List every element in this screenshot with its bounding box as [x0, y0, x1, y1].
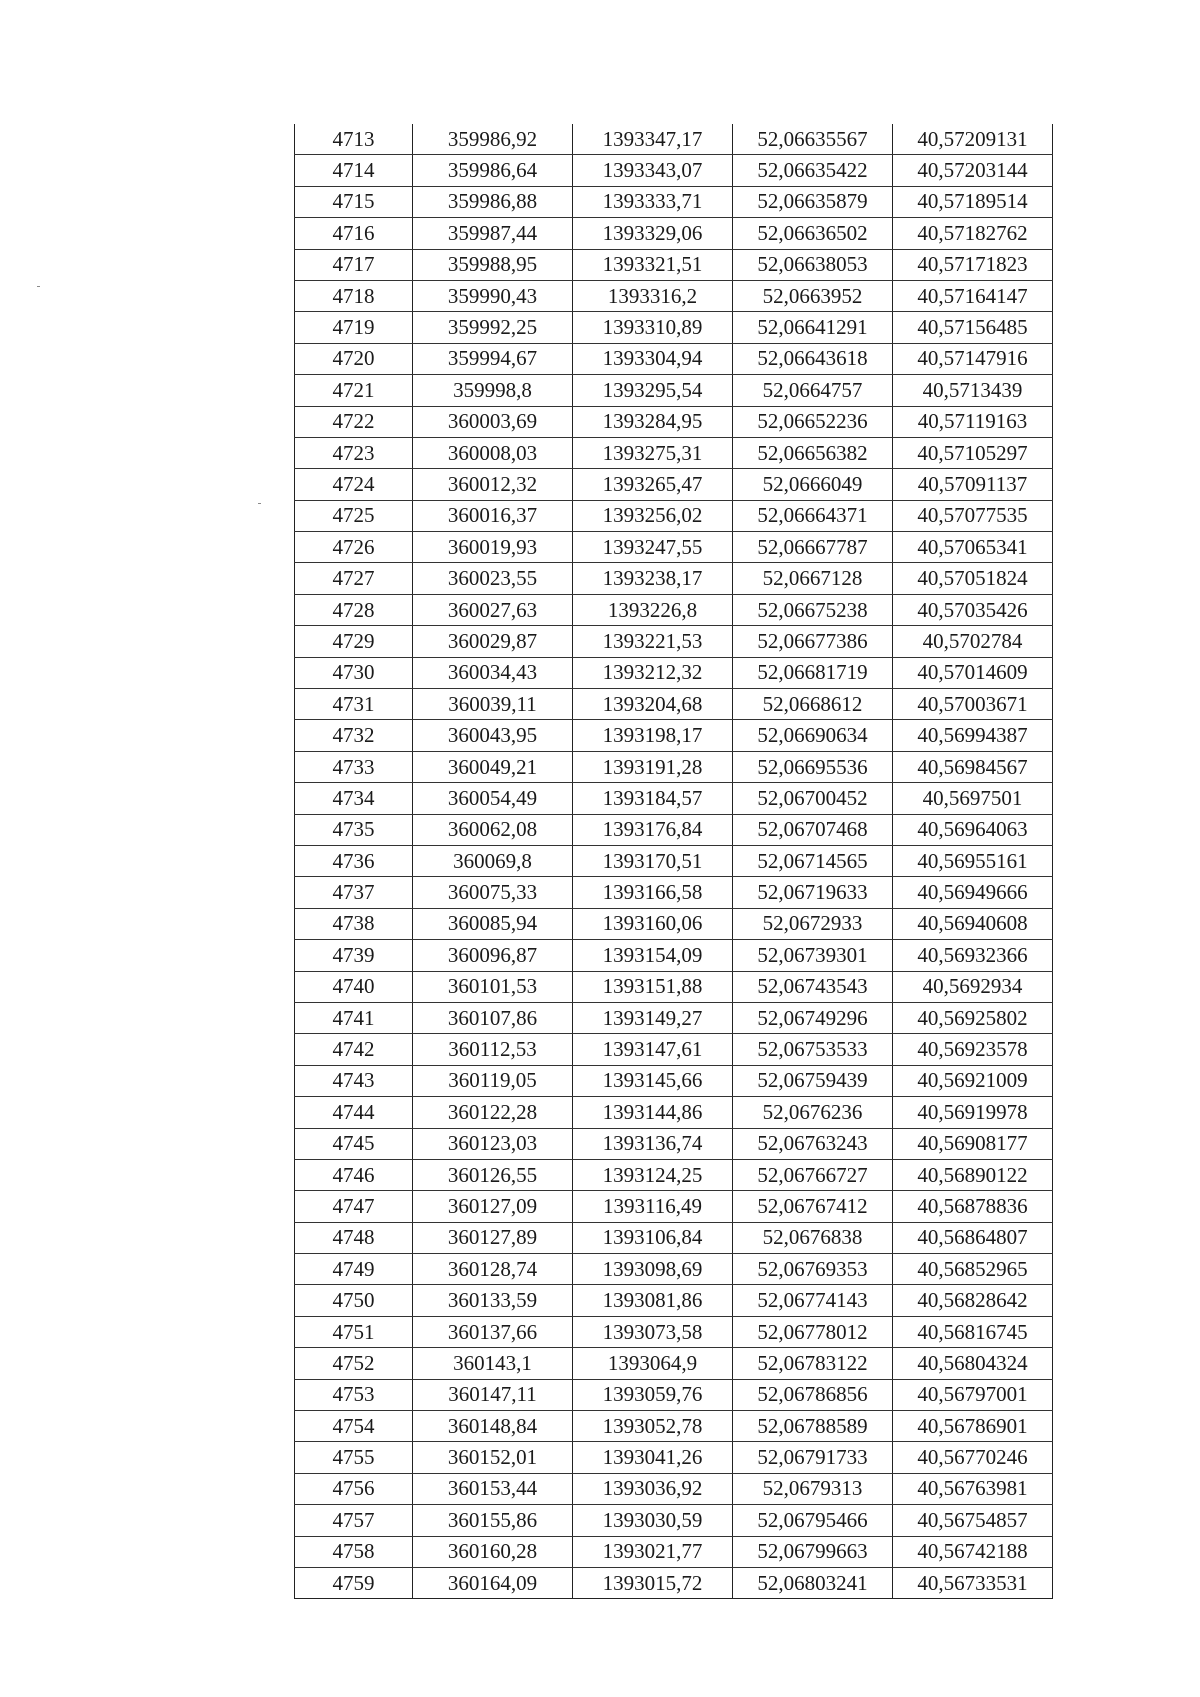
longitude-cell: 40,56754857: [893, 1505, 1053, 1536]
latitude-cell: 52,06783122: [733, 1348, 893, 1379]
latitude-cell: 52,06638053: [733, 249, 893, 280]
point-number-cell: 4717: [295, 249, 413, 280]
table-row: [295, 1505, 1053, 1536]
longitude-cell: 40,56964063: [893, 814, 1053, 845]
table-row: [295, 186, 1053, 217]
latitude-cell: 52,0668612: [733, 689, 893, 720]
longitude-cell: 40,5692934: [893, 971, 1053, 1002]
x-coordinate-cell: 360107,86: [413, 1002, 573, 1033]
x-coordinate-cell: 360034,43: [413, 657, 573, 688]
longitude-cell: 40,56932366: [893, 940, 1053, 971]
table-row: [295, 249, 1053, 280]
point-number-cell: 4727: [295, 563, 413, 594]
longitude-cell: 40,57189514: [893, 186, 1053, 217]
y-coordinate-cell: 1393166,58: [573, 877, 733, 908]
x-coordinate-cell: 360127,89: [413, 1222, 573, 1253]
latitude-cell: 52,0676838: [733, 1222, 893, 1253]
x-coordinate-cell: 360137,66: [413, 1316, 573, 1347]
y-coordinate-cell: 1393030,59: [573, 1505, 733, 1536]
y-coordinate-cell: 1393160,06: [573, 908, 733, 939]
y-coordinate-cell: 1393191,28: [573, 751, 733, 782]
point-number-cell: 4734: [295, 783, 413, 814]
latitude-cell: 52,06700452: [733, 783, 893, 814]
longitude-cell: 40,56742188: [893, 1536, 1053, 1567]
longitude-cell: 40,56940608: [893, 908, 1053, 939]
x-coordinate-cell: 359986,92: [413, 124, 573, 155]
point-number-cell: 4719: [295, 312, 413, 343]
point-number-cell: 4748: [295, 1222, 413, 1253]
table-row: [295, 971, 1053, 1002]
table-row: [295, 814, 1053, 845]
coordinates-table: [294, 124, 1053, 1599]
latitude-cell: 52,06656382: [733, 437, 893, 468]
y-coordinate-cell: 1393021,77: [573, 1536, 733, 1567]
latitude-cell: 52,06739301: [733, 940, 893, 971]
latitude-cell: 52,06759439: [733, 1065, 893, 1096]
longitude-cell: 40,57171823: [893, 249, 1053, 280]
longitude-cell: 40,56921009: [893, 1065, 1053, 1096]
point-number-cell: 4741: [295, 1002, 413, 1033]
x-coordinate-cell: 359992,25: [413, 312, 573, 343]
table-row: [295, 218, 1053, 249]
x-coordinate-cell: 360075,33: [413, 877, 573, 908]
x-coordinate-cell: 360127,09: [413, 1191, 573, 1222]
y-coordinate-cell: 1393204,68: [573, 689, 733, 720]
y-coordinate-cell: 1393333,71: [573, 186, 733, 217]
x-coordinate-cell: 359990,43: [413, 280, 573, 311]
latitude-cell: 52,06707468: [733, 814, 893, 845]
longitude-cell: 40,57147916: [893, 343, 1053, 374]
latitude-cell: 52,0676236: [733, 1097, 893, 1128]
x-coordinate-cell: 360008,03: [413, 437, 573, 468]
point-number-cell: 4746: [295, 1159, 413, 1190]
latitude-cell: 52,06799663: [733, 1536, 893, 1567]
y-coordinate-cell: 1393081,86: [573, 1285, 733, 1316]
longitude-cell: 40,57156485: [893, 312, 1053, 343]
table-row: [295, 343, 1053, 374]
point-number-cell: 4738: [295, 908, 413, 939]
point-number-cell: 4739: [295, 940, 413, 971]
longitude-cell: 40,57091137: [893, 469, 1053, 500]
y-coordinate-cell: 1393347,17: [573, 124, 733, 155]
x-coordinate-cell: 360049,21: [413, 751, 573, 782]
latitude-cell: 52,06774143: [733, 1285, 893, 1316]
y-coordinate-cell: 1393310,89: [573, 312, 733, 343]
longitude-cell: 40,56786901: [893, 1411, 1053, 1442]
coordinates-table-body: [295, 124, 1053, 1599]
longitude-cell: 40,57003671: [893, 689, 1053, 720]
x-coordinate-cell: 360123,03: [413, 1128, 573, 1159]
latitude-cell: 52,06767412: [733, 1191, 893, 1222]
latitude-cell: 52,06719633: [733, 877, 893, 908]
latitude-cell: 52,06714565: [733, 845, 893, 876]
y-coordinate-cell: 1393329,06: [573, 218, 733, 249]
x-coordinate-cell: 360128,74: [413, 1254, 573, 1285]
longitude-cell: 40,5697501: [893, 783, 1053, 814]
point-number-cell: 4718: [295, 280, 413, 311]
y-coordinate-cell: 1393041,26: [573, 1442, 733, 1473]
table-row: [295, 1316, 1053, 1347]
x-coordinate-cell: 360016,37: [413, 500, 573, 531]
point-number-cell: 4723: [295, 437, 413, 468]
longitude-cell: 40,56828642: [893, 1285, 1053, 1316]
x-coordinate-cell: 360019,93: [413, 532, 573, 563]
point-number-cell: 4757: [295, 1505, 413, 1536]
table-row: [295, 1285, 1053, 1316]
point-number-cell: 4743: [295, 1065, 413, 1096]
latitude-cell: 52,06641291: [733, 312, 893, 343]
x-coordinate-cell: 360003,69: [413, 406, 573, 437]
latitude-cell: 52,06803241: [733, 1567, 893, 1598]
point-number-cell: 4744: [295, 1097, 413, 1128]
longitude-cell: 40,57077535: [893, 500, 1053, 531]
longitude-cell: 40,56770246: [893, 1442, 1053, 1473]
table-row: [295, 1536, 1053, 1567]
latitude-cell: 52,06753533: [733, 1034, 893, 1065]
latitude-cell: 52,06635422: [733, 155, 893, 186]
y-coordinate-cell: 1393184,57: [573, 783, 733, 814]
x-coordinate-cell: 360039,11: [413, 689, 573, 720]
latitude-cell: 52,06677386: [733, 626, 893, 657]
x-coordinate-cell: 360160,28: [413, 1536, 573, 1567]
x-coordinate-cell: 359986,64: [413, 155, 573, 186]
latitude-cell: 52,06763243: [733, 1128, 893, 1159]
point-number-cell: 4735: [295, 814, 413, 845]
table-row: [295, 532, 1053, 563]
x-coordinate-cell: 360012,32: [413, 469, 573, 500]
table-row: [295, 1567, 1053, 1598]
point-number-cell: 4752: [295, 1348, 413, 1379]
x-coordinate-cell: 360029,87: [413, 626, 573, 657]
x-coordinate-cell: 360062,08: [413, 814, 573, 845]
table-row: [295, 312, 1053, 343]
latitude-cell: 52,06766727: [733, 1159, 893, 1190]
x-coordinate-cell: 360101,53: [413, 971, 573, 1002]
point-number-cell: 4737: [295, 877, 413, 908]
longitude-cell: 40,56890122: [893, 1159, 1053, 1190]
table-row: [295, 437, 1053, 468]
latitude-cell: 52,0666049: [733, 469, 893, 500]
table-row: [295, 1442, 1053, 1473]
table-row: [295, 500, 1053, 531]
x-coordinate-cell: 360155,86: [413, 1505, 573, 1536]
y-coordinate-cell: 1393052,78: [573, 1411, 733, 1442]
latitude-cell: 52,06636502: [733, 218, 893, 249]
point-number-cell: 4730: [295, 657, 413, 688]
latitude-cell: 52,06664371: [733, 500, 893, 531]
y-coordinate-cell: 1393124,25: [573, 1159, 733, 1190]
table-row: [295, 1128, 1053, 1159]
y-coordinate-cell: 1393321,51: [573, 249, 733, 280]
x-coordinate-cell: 360085,94: [413, 908, 573, 939]
point-number-cell: 4725: [295, 500, 413, 531]
longitude-cell: 40,57014609: [893, 657, 1053, 688]
point-number-cell: 4736: [295, 845, 413, 876]
table-row: [295, 908, 1053, 939]
latitude-cell: 52,06743543: [733, 971, 893, 1002]
point-number-cell: 4716: [295, 218, 413, 249]
point-number-cell: 4740: [295, 971, 413, 1002]
longitude-cell: 40,56949666: [893, 877, 1053, 908]
latitude-cell: 52,06791733: [733, 1442, 893, 1473]
table-row: [295, 1411, 1053, 1442]
longitude-cell: 40,56955161: [893, 845, 1053, 876]
point-number-cell: 4728: [295, 594, 413, 625]
point-number-cell: 4758: [295, 1536, 413, 1567]
longitude-cell: 40,5702784: [893, 626, 1053, 657]
y-coordinate-cell: 1393275,31: [573, 437, 733, 468]
longitude-cell: 40,57065341: [893, 532, 1053, 563]
longitude-cell: 40,56864807: [893, 1222, 1053, 1253]
table-row: [295, 375, 1053, 406]
table-row: [295, 720, 1053, 751]
y-coordinate-cell: 1393343,07: [573, 155, 733, 186]
point-number-cell: 4724: [295, 469, 413, 500]
point-number-cell: 4749: [295, 1254, 413, 1285]
x-coordinate-cell: 360164,09: [413, 1567, 573, 1598]
latitude-cell: 52,06788589: [733, 1411, 893, 1442]
y-coordinate-cell: 1393212,32: [573, 657, 733, 688]
table-row: [295, 1097, 1053, 1128]
table-row: [295, 783, 1053, 814]
longitude-cell: 40,56919978: [893, 1097, 1053, 1128]
latitude-cell: 52,0667128: [733, 563, 893, 594]
latitude-cell: 52,06786856: [733, 1379, 893, 1410]
point-number-cell: 4715: [295, 186, 413, 217]
y-coordinate-cell: 1393226,8: [573, 594, 733, 625]
longitude-cell: 40,56994387: [893, 720, 1053, 751]
x-coordinate-cell: 360126,55: [413, 1159, 573, 1190]
longitude-cell: 40,5713439: [893, 375, 1053, 406]
y-coordinate-cell: 1393176,84: [573, 814, 733, 845]
table-row: [295, 1002, 1053, 1033]
y-coordinate-cell: 1393059,76: [573, 1379, 733, 1410]
longitude-cell: 40,56925802: [893, 1002, 1053, 1033]
y-coordinate-cell: 1393098,69: [573, 1254, 733, 1285]
y-coordinate-cell: 1393116,49: [573, 1191, 733, 1222]
point-number-cell: 4713: [295, 124, 413, 155]
table-row: [295, 1222, 1053, 1253]
longitude-cell: 40,56984567: [893, 751, 1053, 782]
longitude-cell: 40,57209131: [893, 124, 1053, 155]
latitude-cell: 52,06681719: [733, 657, 893, 688]
scan-speck: [258, 503, 261, 504]
longitude-cell: 40,57164147: [893, 280, 1053, 311]
longitude-cell: 40,57035426: [893, 594, 1053, 625]
latitude-cell: 52,0679313: [733, 1473, 893, 1504]
longitude-cell: 40,56733531: [893, 1567, 1053, 1598]
table-row: [295, 1348, 1053, 1379]
point-number-cell: 4726: [295, 532, 413, 563]
table-row: [295, 280, 1053, 311]
point-number-cell: 4720: [295, 343, 413, 374]
latitude-cell: 52,06795466: [733, 1505, 893, 1536]
longitude-cell: 40,56923578: [893, 1034, 1053, 1065]
x-coordinate-cell: 359987,44: [413, 218, 573, 249]
y-coordinate-cell: 1393154,09: [573, 940, 733, 971]
longitude-cell: 40,56852965: [893, 1254, 1053, 1285]
table-row: [295, 406, 1053, 437]
longitude-cell: 40,56804324: [893, 1348, 1053, 1379]
table-row: [295, 751, 1053, 782]
longitude-cell: 40,56816745: [893, 1316, 1053, 1347]
x-coordinate-cell: 359994,67: [413, 343, 573, 374]
point-number-cell: 4721: [295, 375, 413, 406]
latitude-cell: 52,0664757: [733, 375, 893, 406]
point-number-cell: 4731: [295, 689, 413, 720]
latitude-cell: 52,06675238: [733, 594, 893, 625]
longitude-cell: 40,57182762: [893, 218, 1053, 249]
longitude-cell: 40,57119163: [893, 406, 1053, 437]
point-number-cell: 4750: [295, 1285, 413, 1316]
x-coordinate-cell: 360023,55: [413, 563, 573, 594]
x-coordinate-cell: 360096,87: [413, 940, 573, 971]
point-number-cell: 4756: [295, 1473, 413, 1504]
y-coordinate-cell: 1393256,02: [573, 500, 733, 531]
x-coordinate-cell: 359986,88: [413, 186, 573, 217]
table-row: [295, 1159, 1053, 1190]
point-number-cell: 4755: [295, 1442, 413, 1473]
longitude-cell: 40,56908177: [893, 1128, 1053, 1159]
y-coordinate-cell: 1393136,74: [573, 1128, 733, 1159]
latitude-cell: 52,06695536: [733, 751, 893, 782]
table-row: [295, 1065, 1053, 1096]
y-coordinate-cell: 1393145,66: [573, 1065, 733, 1096]
latitude-cell: 52,06652236: [733, 406, 893, 437]
x-coordinate-cell: 360143,1: [413, 1348, 573, 1379]
scan-speck: [37, 286, 40, 287]
latitude-cell: 52,06635567: [733, 124, 893, 155]
point-number-cell: 4732: [295, 720, 413, 751]
table-row: [295, 1034, 1053, 1065]
longitude-cell: 40,57051824: [893, 563, 1053, 594]
x-coordinate-cell: 360069,8: [413, 845, 573, 876]
point-number-cell: 4742: [295, 1034, 413, 1065]
y-coordinate-cell: 1393284,95: [573, 406, 733, 437]
latitude-cell: 52,06667787: [733, 532, 893, 563]
x-coordinate-cell: 360119,05: [413, 1065, 573, 1096]
table-row: [295, 594, 1053, 625]
longitude-cell: 40,56763981: [893, 1473, 1053, 1504]
x-coordinate-cell: 359998,8: [413, 375, 573, 406]
table-row: [295, 155, 1053, 186]
table-row: [295, 1191, 1053, 1222]
point-number-cell: 4733: [295, 751, 413, 782]
table-row: [295, 1379, 1053, 1410]
y-coordinate-cell: 1393073,58: [573, 1316, 733, 1347]
point-number-cell: 4759: [295, 1567, 413, 1598]
y-coordinate-cell: 1393036,92: [573, 1473, 733, 1504]
y-coordinate-cell: 1393106,84: [573, 1222, 733, 1253]
latitude-cell: 52,0672933: [733, 908, 893, 939]
y-coordinate-cell: 1393149,27: [573, 1002, 733, 1033]
y-coordinate-cell: 1393238,17: [573, 563, 733, 594]
latitude-cell: 52,06635879: [733, 186, 893, 217]
table-row: [295, 689, 1053, 720]
latitude-cell: 52,06778012: [733, 1316, 893, 1347]
point-number-cell: 4747: [295, 1191, 413, 1222]
y-coordinate-cell: 1393221,53: [573, 626, 733, 657]
table-row: [295, 469, 1053, 500]
table-row: [295, 626, 1053, 657]
x-coordinate-cell: 360027,63: [413, 594, 573, 625]
point-number-cell: 4745: [295, 1128, 413, 1159]
latitude-cell: 52,0663952: [733, 280, 893, 311]
x-coordinate-cell: 360112,53: [413, 1034, 573, 1065]
x-coordinate-cell: 359988,95: [413, 249, 573, 280]
point-number-cell: 4753: [295, 1379, 413, 1410]
y-coordinate-cell: 1393147,61: [573, 1034, 733, 1065]
y-coordinate-cell: 1393304,94: [573, 343, 733, 374]
y-coordinate-cell: 1393198,17: [573, 720, 733, 751]
table-row: [295, 940, 1053, 971]
table-row: [295, 563, 1053, 594]
y-coordinate-cell: 1393295,54: [573, 375, 733, 406]
x-coordinate-cell: 360133,59: [413, 1285, 573, 1316]
latitude-cell: 52,06749296: [733, 1002, 893, 1033]
x-coordinate-cell: 360054,49: [413, 783, 573, 814]
y-coordinate-cell: 1393247,55: [573, 532, 733, 563]
point-number-cell: 4754: [295, 1411, 413, 1442]
y-coordinate-cell: 1393170,51: [573, 845, 733, 876]
longitude-cell: 40,56878836: [893, 1191, 1053, 1222]
x-coordinate-cell: 360152,01: [413, 1442, 573, 1473]
y-coordinate-cell: 1393015,72: [573, 1567, 733, 1598]
point-number-cell: 4751: [295, 1316, 413, 1347]
longitude-cell: 40,57105297: [893, 437, 1053, 468]
x-coordinate-cell: 360153,44: [413, 1473, 573, 1504]
x-coordinate-cell: 360043,95: [413, 720, 573, 751]
table-row: [295, 845, 1053, 876]
table-row: [295, 1254, 1053, 1285]
y-coordinate-cell: 1393064,9: [573, 1348, 733, 1379]
y-coordinate-cell: 1393144,86: [573, 1097, 733, 1128]
longitude-cell: 40,56797001: [893, 1379, 1053, 1410]
point-number-cell: 4729: [295, 626, 413, 657]
table-row: [295, 124, 1053, 155]
x-coordinate-cell: 360122,28: [413, 1097, 573, 1128]
table-row: [295, 1473, 1053, 1504]
y-coordinate-cell: 1393151,88: [573, 971, 733, 1002]
latitude-cell: 52,06769353: [733, 1254, 893, 1285]
table-row: [295, 657, 1053, 688]
latitude-cell: 52,06643618: [733, 343, 893, 374]
x-coordinate-cell: 360148,84: [413, 1411, 573, 1442]
longitude-cell: 40,57203144: [893, 155, 1053, 186]
y-coordinate-cell: 1393265,47: [573, 469, 733, 500]
x-coordinate-cell: 360147,11: [413, 1379, 573, 1410]
latitude-cell: 52,06690634: [733, 720, 893, 751]
point-number-cell: 4722: [295, 406, 413, 437]
y-coordinate-cell: 1393316,2: [573, 280, 733, 311]
point-number-cell: 4714: [295, 155, 413, 186]
table-row: [295, 877, 1053, 908]
